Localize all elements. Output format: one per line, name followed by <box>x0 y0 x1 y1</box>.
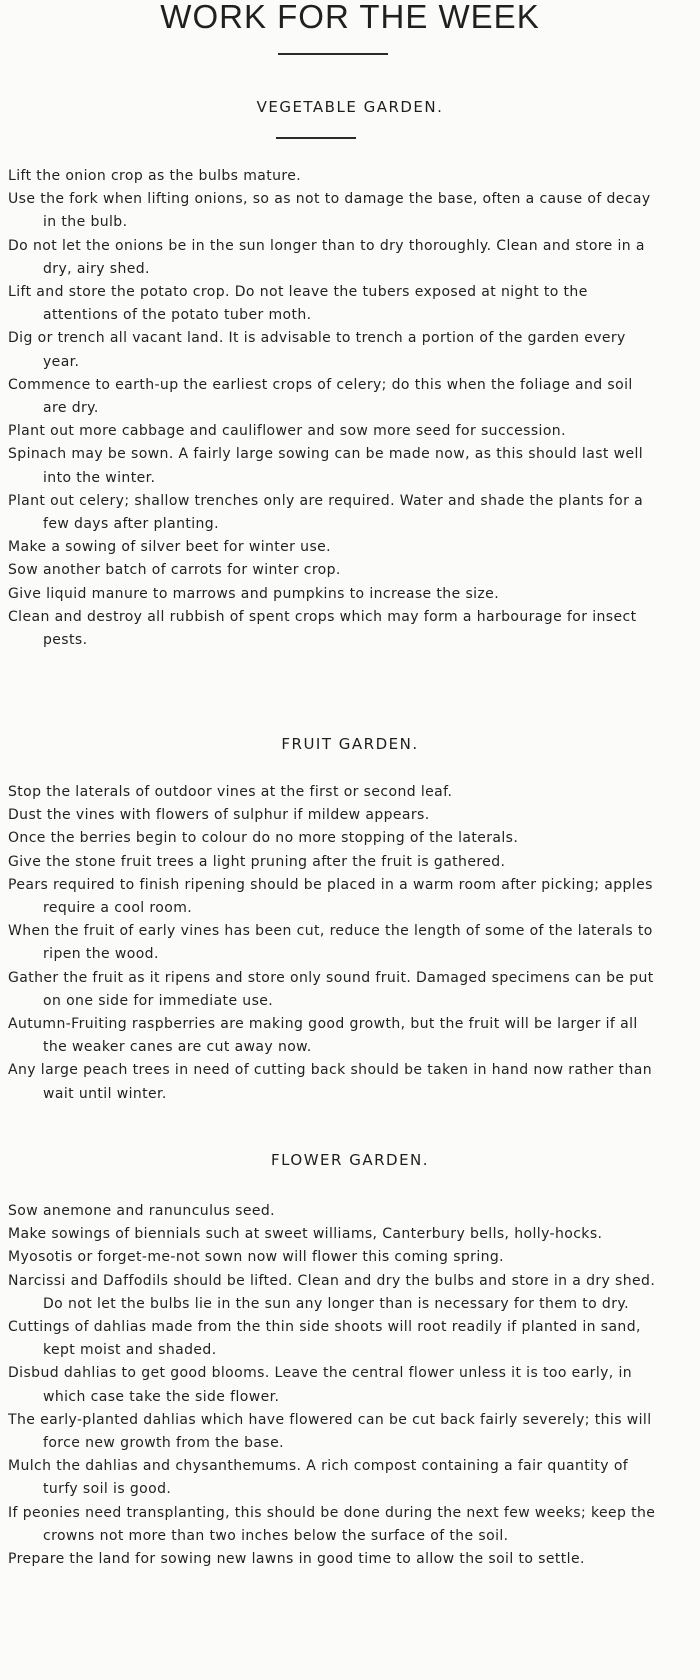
list-vegetable-garden <box>8 165 656 652</box>
list-item: Dust the vines with flowers of sulphur if mildew appears. <box>8 807 430 824</box>
list-item: Dig or trench all vacant land. It is advisable to trench a portion of the garden every year. <box>8 330 626 370</box>
list-item: Disbud dahlias to get good blooms. Leave the central flower unless it is too early, in which case take the side flower. <box>8 1365 633 1405</box>
list-item: Lift and store the potato crop. Do not leave the tubers exposed at night to the attentions of the potato tuber moth. <box>8 284 588 324</box>
list-item: Give liquid manure to marrows and pumpkins to increase the size. <box>8 585 500 602</box>
title-divider <box>278 53 388 55</box>
list-item: The early-planted dahlias which have flowered can be cut back fairly severely; this will force new growth from the base. <box>8 1411 652 1452</box>
list-item: Clean and destroy all rubbish of spent crops which may form a harbourage for insect pests. <box>8 608 637 649</box>
list-item: Autumn-Fruiting raspberries are making good growth, but the fruit will be larger if all the weaker canes are cut away now. <box>8 1016 638 1056</box>
list-item: Do not let the onions be in the sun longer than to dry thoroughly. Clean and store in a dry, airy shed. <box>8 237 645 277</box>
heading-vegetable-garden: VEGETABLE GARDEN. <box>256 98 444 116</box>
list-item: Pears required to finish ripening should be placed in a warm room after picking; apples require a cool room. <box>8 876 653 917</box>
list-item: Narcissi and Daffodils should be lifted. Clean and dry the bulbs and store in a dry shed. Do not let the bulbs lie in the sun any longer than is necessary for them to dry. <box>8 1272 656 1312</box>
list-item: Stop the laterals of outdoor vines at the first or second leaf. <box>8 784 453 800</box>
list-item: Any large peach trees in need of cutting back should be taken in hand now rather than wait until winter. <box>8 1062 653 1102</box>
list-fruit-garden <box>8 781 656 1106</box>
list-item: Use the fork when lifting onions, so as not to damage the base, often a cause of decay in the bulb. <box>8 191 651 231</box>
list-item: Once the berries begin to colour do no more stopping of the laterals. <box>8 830 519 847</box>
list-item: Cuttings of dahlias made from the thin side shoots will root readily if planted in sand, kept moist and shaded. <box>8 1319 641 1359</box>
list-item: Sow another batch of carrots for winter crop. <box>8 562 341 579</box>
list-item: When the fruit of early vines has been cut, reduce the length of some of the laterals to ripen the wood. <box>8 923 653 963</box>
list-item: Lift the onion crop as the bulbs mature. <box>8 168 302 184</box>
list-item: Make sowings of biennials such at sweet williams, Canterbury bells, holly-hocks. <box>8 1226 603 1243</box>
list-flower-garden <box>8 1200 656 1571</box>
heading-flower-garden: FLOWER GARDEN. <box>270 1151 430 1169</box>
list-item: If peonies need transplanting, this should be done during the next few weeks; keep the crowns not more than two inches below the surface of the soil. <box>8 1504 656 1544</box>
page-title: WORK FOR THE WEEK <box>160 0 540 35</box>
list-item: Plant out more cabbage and cauliflower and sow more seed for succession. <box>8 423 566 440</box>
list-item: Spinach may be sown. A fairly large sowing can be made now, as this should last well into the winter. <box>8 446 644 486</box>
list-item: Prepare the land for sowing new lawns in good time to allow the soil to settle. <box>8 1551 585 1568</box>
list-item: Make a sowing of silver beet for winter use. <box>8 539 331 556</box>
list-item: Give the stone fruit trees a light pruning after the fruit is gathered. <box>8 853 506 870</box>
list-item: Mulch the dahlias and chysanthemums. A rich compost containing a fair quantity of turfy soil is good. <box>8 1458 629 1498</box>
list-item: Commence to earth-up the earliest crops of celery; do this when the foliage and soil are dry. <box>8 376 633 417</box>
heading-fruit-garden: FRUIT GARDEN. <box>281 735 419 753</box>
list-item: Plant out celery; shallow trenches only are required. Water and shade the plants for a few days after planting. <box>8 492 644 533</box>
list-item: Sow anemone and ranunculus seed. <box>8 1203 276 1219</box>
list-item: Myosotis or forget-me-not sown now will flower this coming spring. <box>8 1249 505 1266</box>
list-item: Gather the fruit as it ripens and store only sound fruit. Damaged specimens can be put on one side for immediate use. <box>8 969 654 1009</box>
vegetable-divider <box>276 137 356 139</box>
